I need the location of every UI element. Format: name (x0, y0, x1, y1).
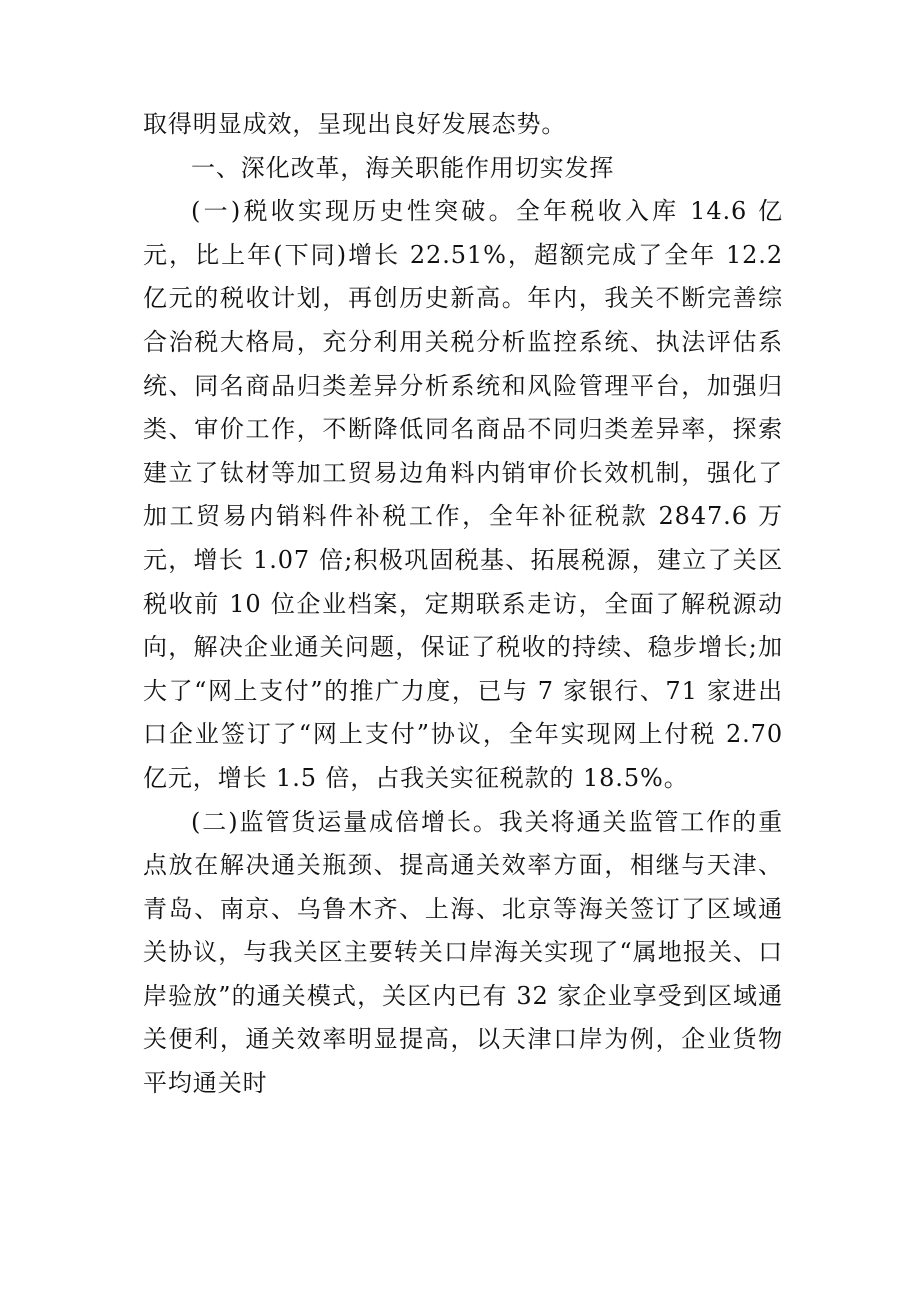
section-heading: 一、深化改革，海关职能作用切实发挥 (191, 153, 615, 182)
document-body (143, 103, 783, 1106)
paragraph-tax-revenue: (一)税收实现历史性突破。全年税收入库 14.6 亿元，比上年(下同)增长 22.51%，超额完成了全年 12.2 亿元的税收计划，再创历史新高。年内，我关不断完善综合治税大格局，充分利用关税分析监控系统、执法评估系统、同名商品归类差异分析系统和风险管理平台，加强归类、审价工作，不断降低同名商品不同归类差异率，探索建立了钛材等加工贸易边角料内销审价长效机制，强化了加工贸易内销料件补税工作，全年补征税款 2847.6 万元，增长 1.07 倍;积极巩固税基、拓展税源，建立了关区税收前 10 位企业档案，定期联系走访，全面了解税源动向，解决企业通关问题，保证了税收的持续、稳步增长;加大了“网上支付”的推广力度，已与 7 家银行、71 家进出口企业签订了“网上支付”协议，全年实现网上付税 2.70 亿元，增长 1.5 倍，占我关实征税款的 18.5%。 (143, 197, 783, 792)
paragraph-continuation: 取得明显成效，呈现出良好发展态势。 (143, 110, 567, 138)
paragraph-cargo-supervision: (二)监管货运量成倍增长。我关将通关监管工作的重点放在解决通关瓶颈、提高通关效率方面，相继与天津、青岛、南京、乌鲁木齐、上海、北京等海关签订了区域通关协议，与我关区主要转关口岸海关实现了“属地报关、口岸验放”的通关模式，关区内已有 32 家企业享受到区域通关便利，通关效率明显提高，以天津口岸为例，企业货物平均通关时 (143, 807, 783, 1098)
